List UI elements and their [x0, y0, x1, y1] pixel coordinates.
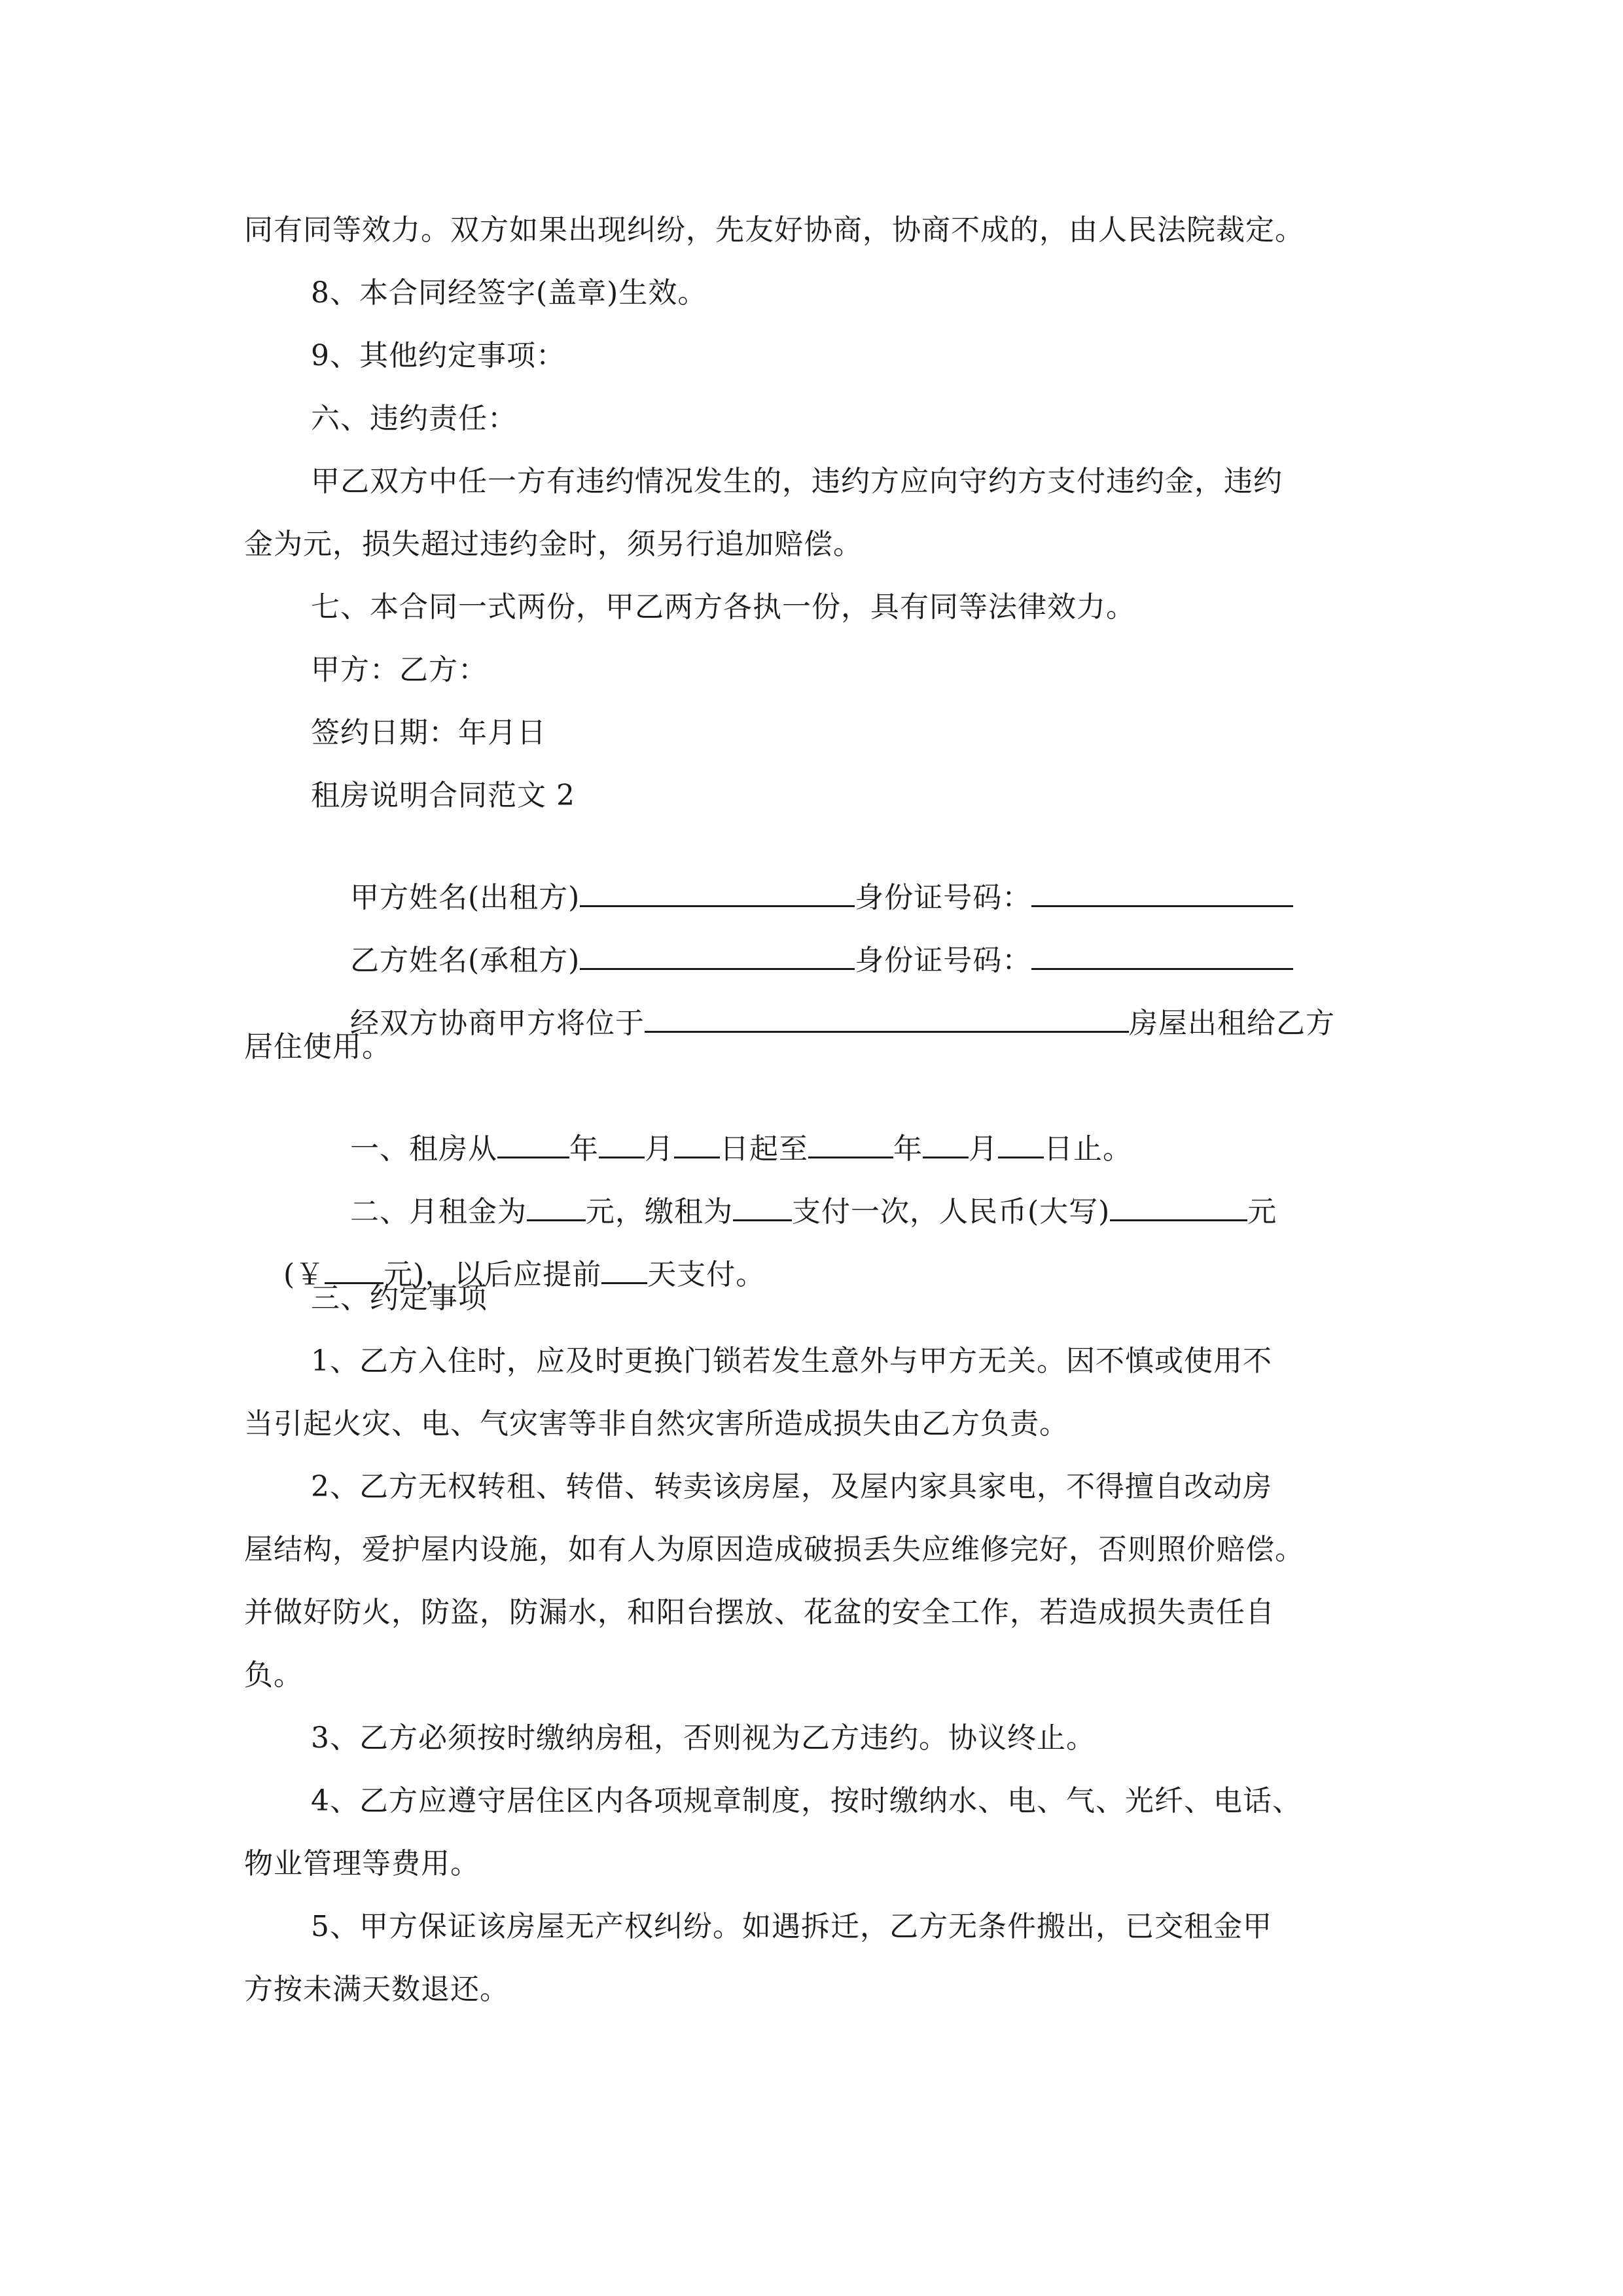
landlord-id-label: 身份证号码：: [855, 881, 1032, 914]
rent-yuan: 元: [585, 1195, 615, 1229]
advance-days-blank: [601, 1257, 647, 1284]
text-line: 9、其他约定事项：: [311, 339, 565, 372]
location-prefix: 经双方协商甲方将位于: [349, 1007, 645, 1040]
rent-label: 二、月租金为: [349, 1195, 527, 1229]
rent-advance-label: 元)，以后应提前: [383, 1258, 602, 1291]
text-line: 金为元，损失超过违约金时，须另行追加赔偿。: [244, 528, 863, 561]
term-month-2: 月: [968, 1132, 998, 1166]
text-line: 当引起火灾、电、气灾害等非自然灾害所造成损失由乙方负责。: [244, 1407, 1069, 1441]
term-label: 一、租房从: [349, 1132, 497, 1166]
capital-amount-blank: [1110, 1194, 1247, 1221]
text-line: 七、本合同一式两份，甲乙两方各执一份，具有同等法律效力。: [311, 590, 1135, 624]
text-line: 签约日期：年月日: [311, 716, 546, 749]
location-row: [311, 965, 1335, 1083]
text-line: 并做好防火，防盗，防漏水，和阳台摆放、花盆的安全工作，若造成损失责任自: [244, 1596, 1275, 1629]
text-line: 4、乙方应遵守居住区内各项规章制度，按时缴纳水、电、气、光纤、电话、: [311, 1784, 1302, 1818]
text-line: 负。: [244, 1659, 303, 1692]
term-from: 日起至: [719, 1132, 808, 1166]
term-month: 月: [644, 1132, 674, 1166]
landlord-label: 甲方姓名(出租方): [349, 881, 580, 914]
text-line: 甲乙双方中任一方有违约情况发生的，违约方应向守约方支付违约金，违约: [311, 465, 1283, 498]
text-line: 甲方：乙方：: [311, 653, 488, 687]
tenant-id-label: 身份证号码：: [855, 944, 1032, 977]
text-line: 屋结构，爱护屋内设施，如有人为原因造成破损丢失应维修完好，否则照价赔偿。: [244, 1533, 1304, 1566]
text-line: 六、违约责任：: [311, 402, 517, 435]
text-line: 2、乙方无权转租、转借、转卖该房屋，及屋内家具家电，不得擅自改动房: [311, 1470, 1272, 1503]
section-title: 租房说明合同范文 2: [311, 779, 575, 812]
text-line: 8、本合同经签字(盖章)生效。: [311, 276, 707, 310]
term-end: 日止。: [1043, 1132, 1132, 1166]
term-year-2: 年: [893, 1132, 923, 1166]
text-line: 居住使用。: [244, 1030, 391, 1064]
text-line: 同有同等效力。双方如果出现纠纷，先友好协商，协商不成的，由人民法院裁定。: [244, 213, 1304, 247]
tenant-label: 乙方姓名(承租方): [349, 944, 580, 977]
term-year: 年: [569, 1132, 599, 1166]
section-heading: 三、约定事项: [311, 1282, 488, 1315]
text-line: 物业管理等费用。: [244, 1847, 480, 1880]
rent-payment-label: ，缴租为: [615, 1195, 733, 1229]
text-line: 1、乙方入住时，应及时更换门锁若发生意外与甲方无关。因不慎或使用不: [311, 1344, 1272, 1378]
text-line: 3、乙方必须按时缴纳房租，否则视为乙方违约。协议终止。: [311, 1721, 1096, 1755]
rent-yuan-2: 元: [1247, 1195, 1277, 1229]
rent-capital-label: 支付一次，人民币(大写): [791, 1195, 1111, 1229]
rent-days-label: 天支付。: [647, 1258, 766, 1291]
text-line: 5、甲方保证该房屋无产权纠纷。如遇拆迁，乙方无条件搬出，已交租金甲: [311, 1910, 1272, 1943]
rent-yen-open: (￥: [283, 1258, 325, 1291]
location-blank: [645, 1006, 1129, 1033]
location-suffix: 房屋出租给乙方: [1128, 1007, 1335, 1040]
text-line: 方按未满天数退还。: [244, 1973, 509, 2006]
